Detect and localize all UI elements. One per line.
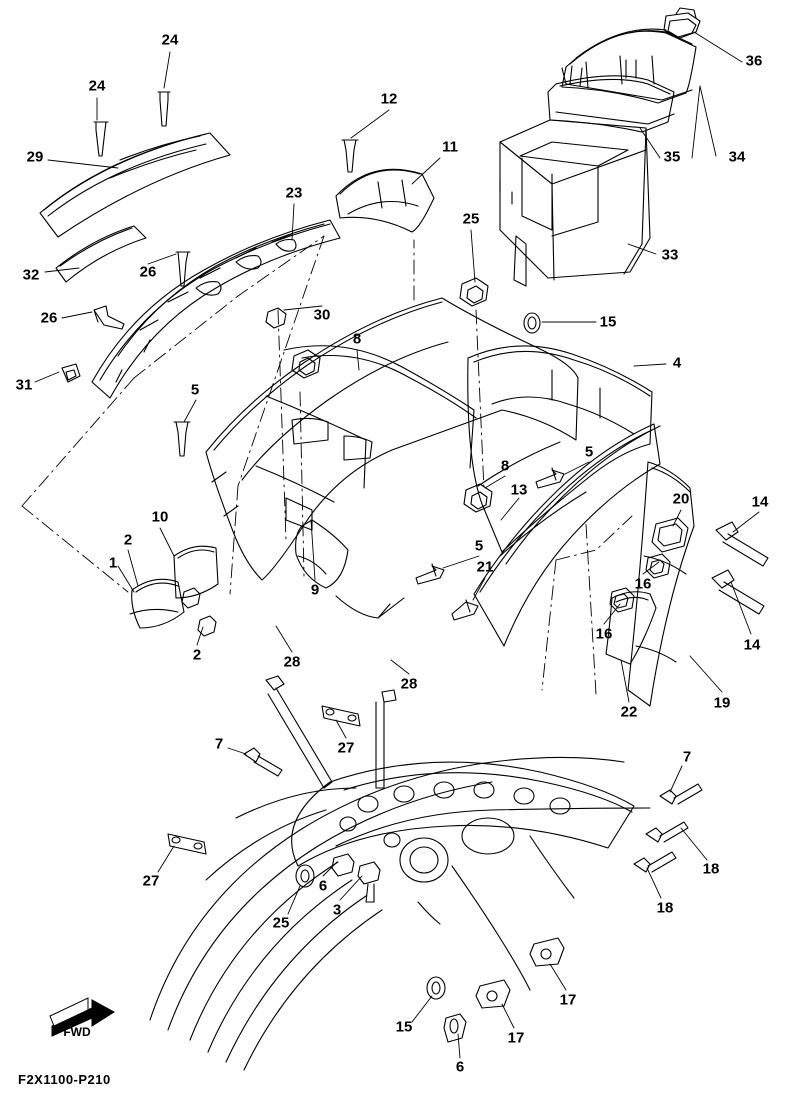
callout-6-b: 6 <box>455 1058 465 1076</box>
part-22-bracket-piece <box>606 592 656 664</box>
callout-32: 32 <box>22 266 40 284</box>
callout-24-b: 24 <box>88 77 106 95</box>
part-25-nut-upper <box>460 278 488 306</box>
callout-22: 22 <box>620 703 638 721</box>
callout-2-b: 2 <box>192 646 202 664</box>
callout-29: 29 <box>26 148 44 166</box>
part-14-bolt-b <box>712 570 764 614</box>
callout-16-a: 16 <box>634 575 652 593</box>
callout-17-a: 17 <box>559 991 577 1009</box>
part-26-screw-b <box>94 306 124 329</box>
part-18-pin-b <box>634 852 676 872</box>
callout-15-a: 15 <box>599 313 617 331</box>
part-24-screw-a <box>158 92 170 126</box>
callout-7-b: 7 <box>682 748 692 766</box>
callout-13: 13 <box>510 481 528 499</box>
part-27-bracket-b <box>168 834 206 854</box>
part-17-bracket-b <box>530 938 564 966</box>
part-5-screw-a <box>174 422 190 456</box>
part-17-bracket-a <box>476 980 510 1008</box>
callout-25-b: 25 <box>272 914 290 932</box>
callout-26-a: 26 <box>139 263 157 281</box>
callout-28-a: 28 <box>283 653 301 671</box>
part-3-bolt <box>358 862 380 902</box>
part-2-screw-a <box>182 588 200 608</box>
part-28-bolt-b <box>376 690 396 788</box>
part-24-screw-b <box>94 122 108 156</box>
part-30-nut <box>266 308 286 328</box>
callout-33: 33 <box>661 246 679 264</box>
callout-26-b: 26 <box>40 309 58 327</box>
callout-11: 11 <box>442 138 458 156</box>
callout-18-b: 18 <box>656 899 674 917</box>
part-14-bolt-a <box>716 522 768 566</box>
callout-35: 35 <box>663 148 681 166</box>
fwd-direction-label: FWD <box>63 1025 91 1039</box>
part-21-bolt <box>452 600 478 620</box>
assembly-guides <box>22 236 632 694</box>
part-34-seat-back-upper <box>562 29 696 103</box>
callout-30: 30 <box>313 306 331 324</box>
chassis-outline <box>150 757 624 1070</box>
callout-27-a: 27 <box>337 739 355 757</box>
callout-14-a: 14 <box>751 493 769 511</box>
part-6-washer-b <box>444 1014 466 1042</box>
callout-36: 36 <box>745 52 763 70</box>
callout-9: 9 <box>310 581 320 599</box>
part-5-screw-b <box>536 468 564 488</box>
callout-21: 21 <box>476 558 494 576</box>
part-29-side-trim <box>40 133 230 237</box>
callout-34: 34 <box>728 148 746 166</box>
callout-12: 12 <box>380 90 398 108</box>
callout-1: 1 <box>108 554 118 572</box>
part-23-upper-cover <box>92 220 340 398</box>
callout-16-b: 16 <box>595 625 613 643</box>
callout-5-c: 5 <box>474 537 484 555</box>
part-6-washer-a <box>332 854 354 876</box>
part-27-bracket-a <box>322 706 360 726</box>
callout-5-a: 5 <box>190 381 200 399</box>
callout-20: 20 <box>672 490 690 508</box>
part-31-grommet <box>62 364 80 382</box>
callout-8-b: 8 <box>500 457 510 475</box>
callout-3: 3 <box>332 901 342 919</box>
callout-4: 4 <box>672 354 682 372</box>
part-4-side-cover <box>468 346 652 556</box>
callout-14-b: 14 <box>743 636 761 654</box>
part-18-pin-a <box>646 822 688 842</box>
callout-2-a: 2 <box>123 531 133 549</box>
callout-18-a: 18 <box>702 860 720 878</box>
callout-17-b: 17 <box>507 1029 525 1047</box>
callout-5-b: 5 <box>584 443 594 461</box>
part-28-bolt-a <box>266 676 332 788</box>
callout-6-a: 6 <box>318 877 328 895</box>
callout-19: 19 <box>713 694 731 712</box>
diagram-part-code: F2X1100-P210 <box>18 1072 111 1087</box>
part-32-small-trim <box>56 226 146 282</box>
callout-15-b: 15 <box>395 1018 413 1036</box>
part-12-screw <box>342 140 358 172</box>
part-7-pin-left <box>244 748 282 776</box>
part-15-clip-lower <box>427 977 445 999</box>
part-33-storage-box <box>500 120 650 286</box>
leader-lines <box>35 32 759 1058</box>
part-26-screw-a <box>176 252 190 286</box>
part-20-clip <box>652 518 688 552</box>
part-5-screw-c <box>416 564 444 584</box>
callout-8-a: 8 <box>352 330 362 348</box>
part-7-pin-right <box>660 784 702 804</box>
callout-31: 31 <box>15 376 33 394</box>
part-8-nut-b <box>464 484 492 512</box>
callout-25-a: 25 <box>462 210 480 228</box>
callout-7-a: 7 <box>214 735 224 753</box>
callout-23: 23 <box>285 184 303 202</box>
part-16-clip-a <box>646 554 670 578</box>
callout-28-b: 28 <box>400 675 418 693</box>
part-15-clip-upper <box>524 313 540 333</box>
callout-10: 10 <box>151 508 169 526</box>
part-25-collar-lower <box>296 865 314 887</box>
callout-27-b: 27 <box>142 872 160 890</box>
part-11-cover <box>336 169 434 232</box>
callout-24-a: 24 <box>161 31 179 49</box>
